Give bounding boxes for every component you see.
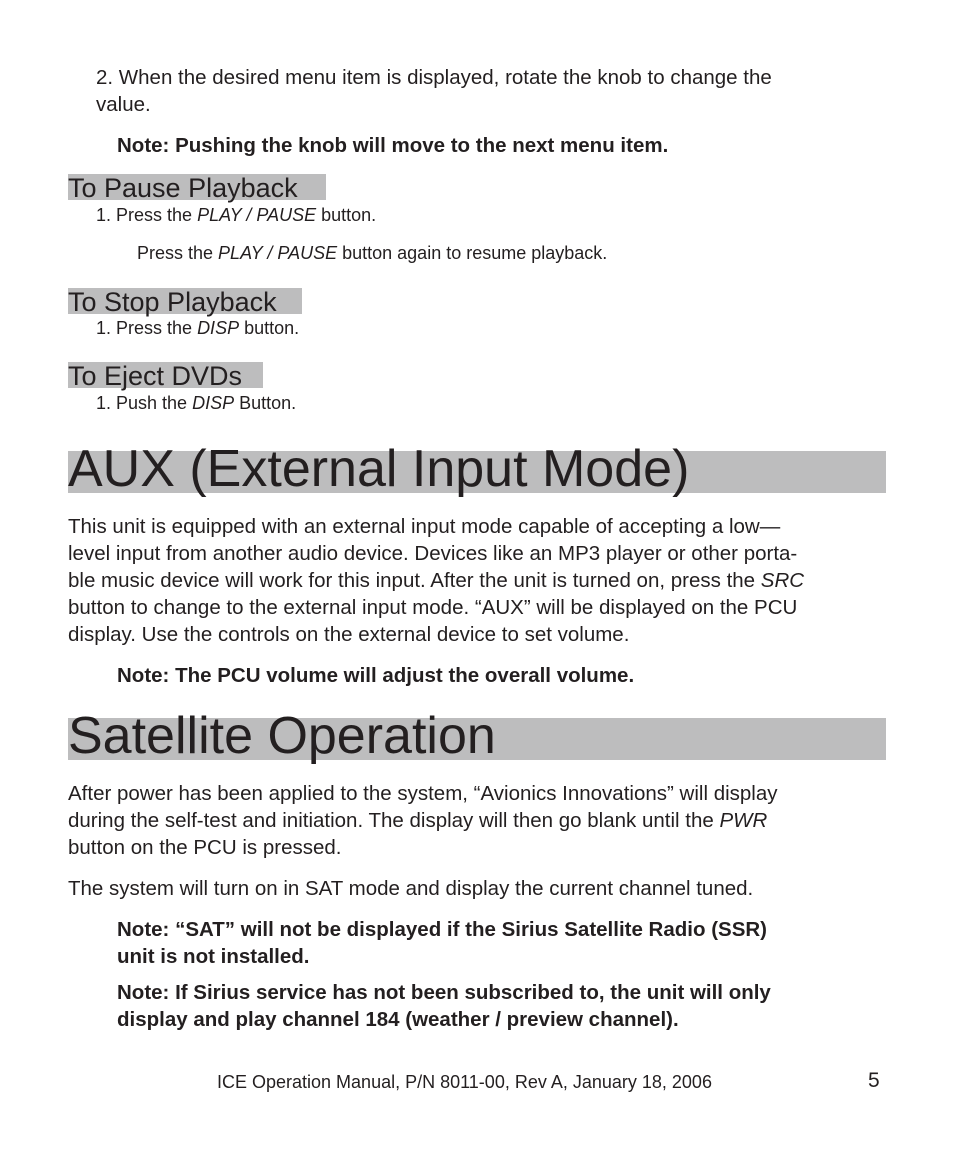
sat-para-line-2: during the self-test and initiation. The display will then go blank until the PWR [68,809,768,832]
aux-para-line-1: This unit is equipped with an external input mode capable of accepting a low— [68,515,781,538]
src-button-name: SRC [760,569,805,592]
sat-para-2: The system will turn on in SAT mode and display the current channel tuned. [68,877,754,900]
heading-pause-playback: To Pause Playback [68,174,326,200]
aux-para-line-5: display. Use the controls on the external device to set volume. [68,623,630,646]
note-sirius-line-2: display and play channel 184 (weather / preview channel). [117,1008,679,1031]
step-2-line-1: 2. When the desired menu item is displayed, rotate the knob to change the [96,66,772,89]
note-sat-line-1: Note: “SAT” will not be displayed if the Sirius Satellite Radio (SSR) [117,918,768,941]
note-sat-line-2: unit is not installed. [117,945,310,968]
page-number: 5 [868,1069,880,1092]
eject-step-1: 1. Push the DISP Button. [96,393,297,413]
aux-para-line-3: ble music device will work for this input. After the unit is turned on, press the SRC [68,569,805,592]
pause-step-1: 1. Press the PLAY / PAUSE button. [96,205,377,225]
disp-button-name: DISP [192,393,235,413]
sat-para-line-3: button on the PCU is pressed. [68,836,342,859]
note-knob: Note: Pushing the knob will move to the next menu item. [117,134,669,157]
note-pcu-volume: Note: The PCU volume will adjust the overall volume. [117,664,635,687]
heading-satellite [68,707,886,765]
heading-stop-playback: To Stop Playback [68,288,302,314]
play-pause-button-name: PLAY / PAUSE [197,205,317,225]
sat-para-line-1: After power has been applied to the system, “Avionics Innovations” will display [68,782,778,805]
pause-resume-text: Press the PLAY / PAUSE button again to resume playback. [137,243,608,263]
heading-aux-text: AUX (External Input Mode) [68,440,690,498]
pwr-button-name: PWR [719,809,768,832]
step-2-line-2: value. [96,93,151,116]
heading-eject-dvds: To Eject DVDs [68,362,263,388]
disp-button-name: DISP [197,318,240,338]
footer-text: ICE Operation Manual, P/N 8011-00, Rev A, January 18, 2006 [217,1072,712,1092]
aux-para-line-4: button to change to the external input mode. “AUX” will be displayed on the PCU [68,596,798,619]
play-pause-button-name: PLAY / PAUSE [218,243,338,263]
aux-para-line-2: level input from another audio device. Devices like an MP3 player or other porta- [68,542,798,565]
heading-satellite-text: Satellite Operation [68,707,496,765]
stop-step-1: 1. Press the DISP button. [96,318,300,338]
heading-aux [68,440,886,498]
note-sirius-line-1: Note: If Sirius service has not been subscribed to, the unit will only [117,981,771,1004]
